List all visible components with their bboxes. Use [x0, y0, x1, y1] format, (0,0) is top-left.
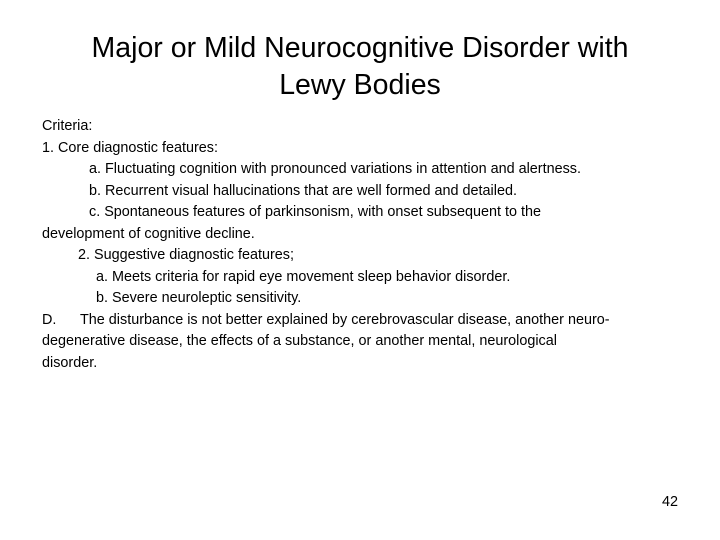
page-number: 42 — [661, 494, 678, 510]
core-feature-c-continued: development of cognitive decline. — [42, 225, 255, 242]
criterion-d-continued-2: disorder. — [42, 354, 98, 371]
slide-title-line-2: Lewy Bodies — [279, 69, 441, 101]
core-feature-c: c. Spontaneous features of parkinsonism, with onset subsequent to the — [89, 204, 541, 220]
suggestive-features-heading: 2. Suggestive diagnostic features; — [78, 247, 294, 263]
criteria-heading: Criteria: — [42, 118, 93, 134]
criterion-d — [42, 310, 692, 332]
suggestive-feature-a: a. Meets criteria for rapid eye movement sleep behavior disorder. — [96, 268, 511, 285]
criterion-d-label: D. — [42, 311, 57, 328]
suggestive-feature-b: b. Severe neuroleptic sensitivity. — [96, 290, 302, 306]
slide-title — [40, 30, 680, 104]
criterion-d-continued: degenerative disease, the effects of a substance, or another mental, neurological — [42, 333, 557, 349]
core-features-heading: 1. Core diagnostic features: — [42, 139, 218, 156]
slide-title-line-1: Major or Mild Neurocognitive Disorder with — [91, 32, 629, 64]
core-feature-b: b. Recurrent visual hallucinations that are well formed and detailed. — [89, 182, 517, 199]
criterion-d-text: The disturbance is not better explained by cerebrovascular disease, another neuro- — [80, 311, 610, 328]
core-feature-a: a. Fluctuating cognition with pronounced variations in attention and alertness. — [89, 161, 581, 177]
slide-body — [42, 116, 692, 374]
